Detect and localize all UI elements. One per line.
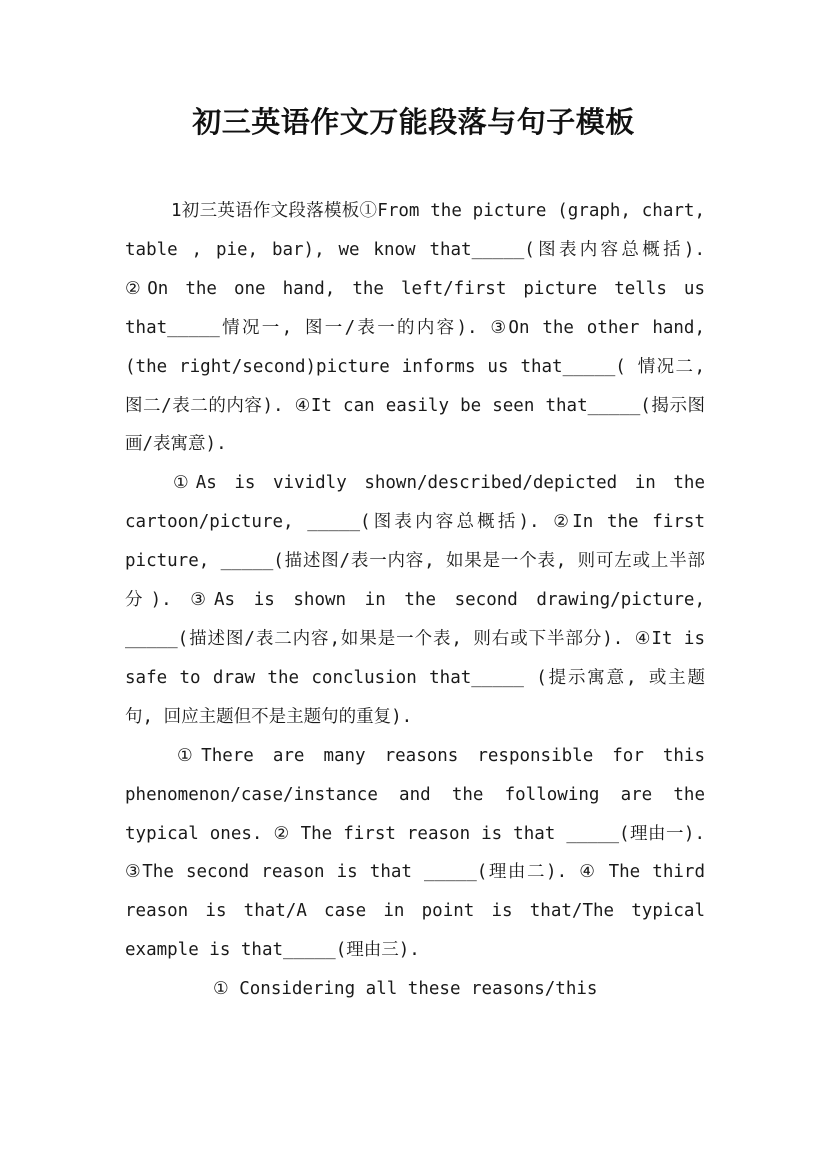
paragraph-reasons: ①There are many reasons responsible for this phenomenon/case/instance and the following are the typical ones. ② The first reason is that _____(理由一). ③The second reason is that _____(理由二). ④ The third reason is that/A case in point is that/The typical example is that_____(理由三). [125, 745, 705, 961]
paragraph-conclusion: ① Considering all these reasons/this [213, 979, 598, 1000]
paragraph-cartoon-description: ①As is vividly shown/described/depicted in the cartoon/picture, _____(图表内容总概括). ②In the first picture, _____(描述图/表一内容, 如果是一个表, 则可左或上半部分). ③As is shown in the second drawing/picture, _____(描述图/表二内容,如果是一个表, 则右或下半部分). ④It is safe to draw the conclusion that_____ (提示寓意, 或主题句, 回应主题但不是主题句的重复). [125, 473, 705, 727]
paragraph-chart-description: 1初三英语作文段落模板①From the picture (graph, chart, table , pie, bar), we know that_____(图表内容总概括). ②On the one hand, the left/first picture tells us that_____情况一, 图一/表一的内容). ③On the other hand, (the right/second)picture informs us that_____( 情况二, 图二/表二的内容). ④It can easily be seen that_____(揭示图画/表寓意). [125, 201, 705, 455]
document-title: 初三英语作文万能段落与句子模板 [192, 105, 635, 139]
document-body [125, 192, 705, 1009]
